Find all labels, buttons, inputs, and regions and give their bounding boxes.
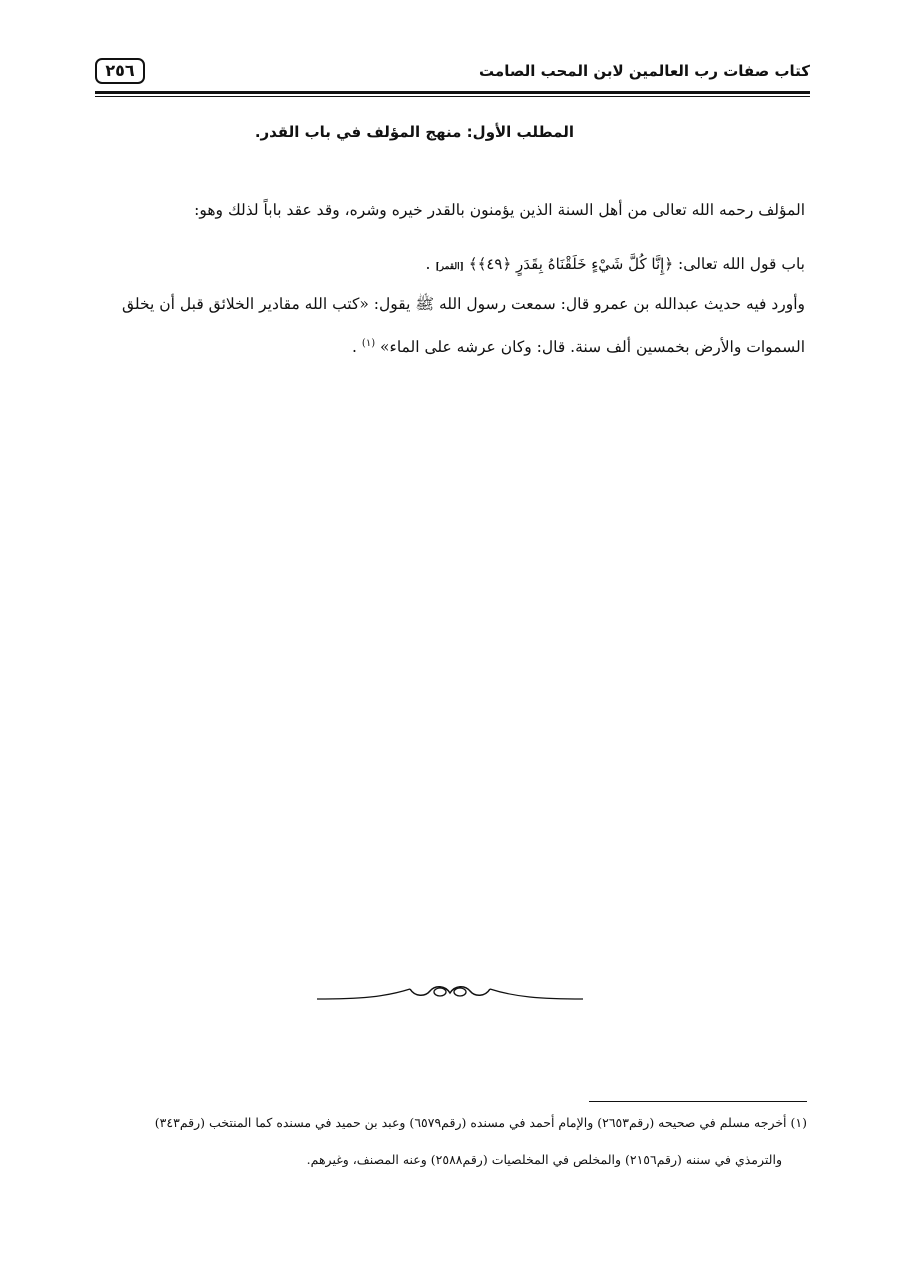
- footnote-line-1: (١) أخرجه مسلم في صحيحه (رقم٢٦٥٣) والإمام أحمد في مسنده (رقم٦٥٧٩) وعبد بن حميد في مسنده كما المنتخب (رقم٣٤٣): [154, 1115, 807, 1130]
- body-line-2-prefix: باب قول الله تعالى:: [673, 255, 805, 273]
- footnote-marker: (١): [361, 338, 376, 349]
- ornament-divider-icon: [315, 983, 585, 1003]
- page-number: ٢٥٦: [95, 58, 145, 84]
- footnote-rule: [589, 1101, 807, 1102]
- book-title: كتاب صفات رب العالمين لابن المحب الصامت: [479, 62, 810, 80]
- body-line-2: [426, 255, 806, 273]
- body-line-4-text: السموات والأرض بخمسين ألف سنة. قال: وكان عرشه على الماء»: [380, 338, 805, 357]
- body-line-2-end: .: [425, 255, 431, 273]
- body-line-4: [352, 338, 805, 356]
- footnote-line-2: والترمذي في سننه (رقم٢١٥٦) والمخلص في المخلصيات (رقم٢٥٨٨) وعنه المصنف، وغيرهم.: [306, 1152, 782, 1167]
- section-heading: المطلب الأول: منهج المؤلف في باب القدر.: [254, 123, 574, 141]
- body-line-1: المؤلف رحمه الله تعالى من أهل السنة الذين يؤمنون بالقدر خيره وشره، وقد عقد باباً لذلك وهو:: [194, 201, 805, 219]
- quran-verse: ﴿إِنَّا كُلَّ شَيْءٍ خَلَقْنَاهُ بِقَدَرٍ ﴿٤٩﴾﴾: [468, 255, 674, 273]
- header-rule: [95, 91, 810, 97]
- body-line-3: وأورد فيه حديث عبدالله بن عمرو قال: سمعت رسول الله ﷺ يقول: «كتب الله مقادير الخلائق قبل أن يخلق: [121, 295, 805, 313]
- body-line-4-end: .: [352, 338, 357, 357]
- surah-reference: [القمر]: [435, 262, 464, 272]
- page-header: [95, 58, 810, 94]
